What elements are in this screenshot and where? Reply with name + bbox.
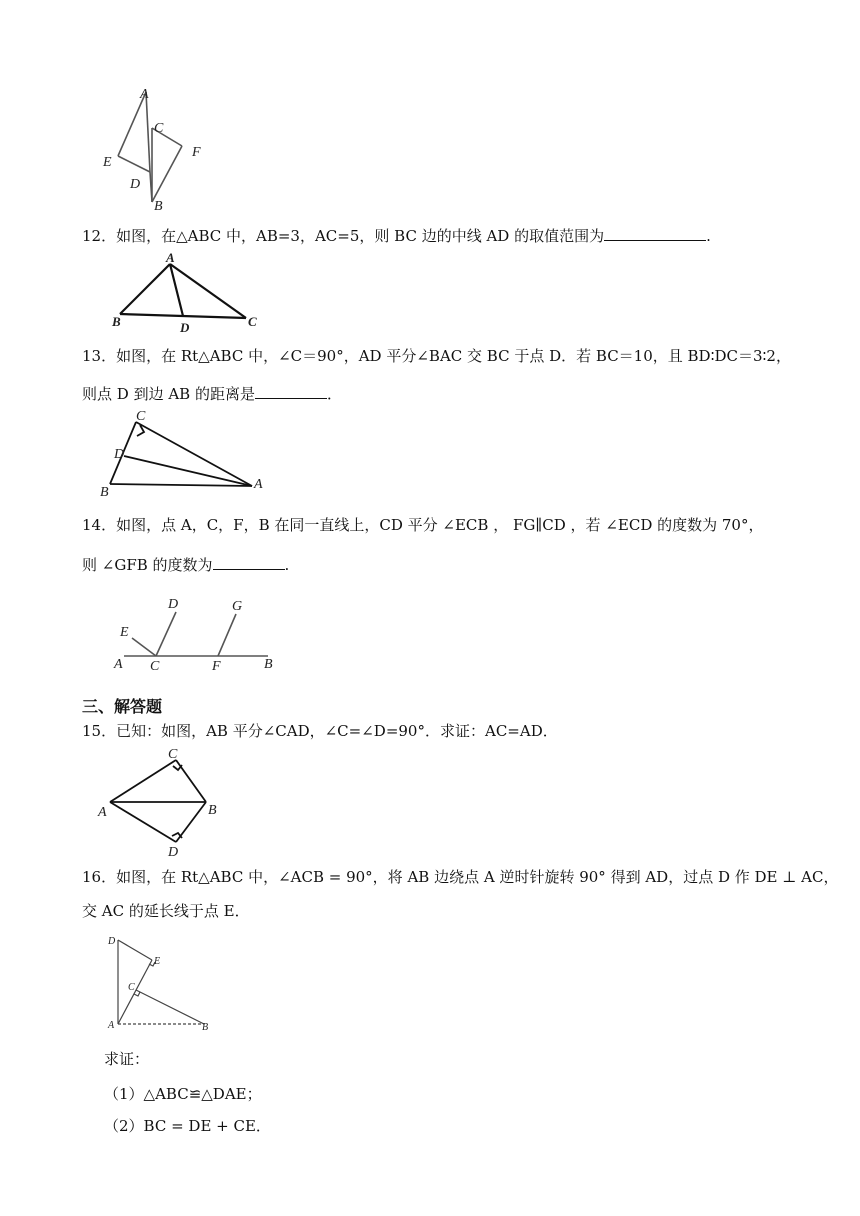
q14-label-b: B bbox=[264, 657, 273, 672]
q11-label-c: C bbox=[154, 121, 164, 136]
q13-figure bbox=[96, 406, 276, 498]
q11-figure bbox=[100, 84, 210, 214]
q16-label-e: E bbox=[154, 956, 161, 967]
q16-line2: 交 AC 的延长线于点 E． bbox=[82, 902, 250, 920]
q15-figure bbox=[96, 744, 226, 860]
q15-text: 15．已知：如图，AB 平分∠CAD，∠C=∠D=90°．求证：AC=AD． bbox=[82, 722, 558, 740]
q12-figure bbox=[108, 250, 268, 334]
q14-line2 bbox=[82, 553, 289, 575]
q13-label-d: D bbox=[114, 447, 125, 462]
q13-label-c: C bbox=[136, 409, 146, 424]
q14-label-f: F bbox=[212, 659, 221, 674]
section-heading: 三、解答题 bbox=[82, 697, 163, 716]
q15-label-c: C bbox=[168, 747, 178, 762]
q12-answer-blank[interactable] bbox=[604, 224, 706, 241]
q12-label-a: A bbox=[166, 250, 175, 265]
q13-answer-blank[interactable] bbox=[255, 382, 327, 399]
q14-label-g: G bbox=[232, 599, 243, 614]
q16-label-a: A bbox=[108, 1020, 115, 1031]
q16-prove: 求证： bbox=[104, 1050, 150, 1068]
q11-label-f: F bbox=[192, 145, 201, 160]
q12-text bbox=[82, 224, 711, 246]
q14-figure bbox=[110, 594, 290, 674]
q16-line1: 16．如图，在 Rt△ABC 中，∠ACB = 90°，将 AB 边绕点 A 逆时针旋转 90° 得到 AD，过点 D 作 DE ⊥ AC， bbox=[82, 868, 839, 886]
q14-label-c: C bbox=[150, 659, 160, 674]
q16-part1: （1）△ABC≌△DAE； bbox=[104, 1085, 262, 1103]
q15-label-b: B bbox=[208, 803, 217, 818]
q14-end: . bbox=[284, 556, 290, 574]
q13-label-a: A bbox=[254, 477, 263, 492]
q16-label-d: D bbox=[108, 936, 116, 947]
q14-line1: 14．如图，点 A，C，F，B 在同一直线上，CD 平分 ∠ECB ， FG∥CD ，若 ∠ECD 的度数为 70°， bbox=[82, 516, 764, 534]
q14-label-a: A bbox=[114, 657, 123, 672]
q12-label-d: D bbox=[180, 320, 190, 335]
q14-answer-blank[interactable] bbox=[213, 553, 285, 570]
q11-label-a: A bbox=[140, 87, 149, 102]
q15-label-a: A bbox=[98, 805, 107, 820]
q11-label-b: B bbox=[154, 199, 163, 214]
q12-end: . bbox=[706, 227, 711, 245]
q14-stem: 则 ∠GFB 的度数为 bbox=[82, 556, 213, 574]
q16-figure bbox=[104, 932, 224, 1032]
q15-label-d: D bbox=[168, 845, 179, 860]
q16-label-b: B bbox=[202, 1022, 209, 1033]
q12-label-b: B bbox=[112, 314, 121, 329]
q12-label-c: C bbox=[248, 314, 257, 329]
q11-label-d: D bbox=[130, 177, 141, 192]
q13-line1: 13．如图，在 Rt△ABC 中，∠C＝90°，AD 平分∠BAC 交 BC 于点 D．若 BC＝10，且 BD∶DC＝3∶2， bbox=[82, 347, 791, 365]
q13-label-b: B bbox=[100, 485, 109, 500]
q16-part2: （2）BC = DE + CE． bbox=[104, 1117, 271, 1135]
q13-end: ． bbox=[326, 385, 342, 403]
q16-label-c: C bbox=[128, 982, 135, 993]
q12-stem: 12．如图，在△ABC 中，AB=3，AC=5，则 BC 边的中线 AD 的取值范围为 bbox=[82, 227, 605, 245]
q13-line2 bbox=[82, 382, 342, 404]
q13-stem: 则点 D 到边 AB 的距离是 bbox=[82, 385, 255, 403]
q14-label-d: D bbox=[168, 597, 179, 612]
q11-label-e: E bbox=[103, 155, 112, 170]
q14-label-e: E bbox=[120, 625, 129, 640]
